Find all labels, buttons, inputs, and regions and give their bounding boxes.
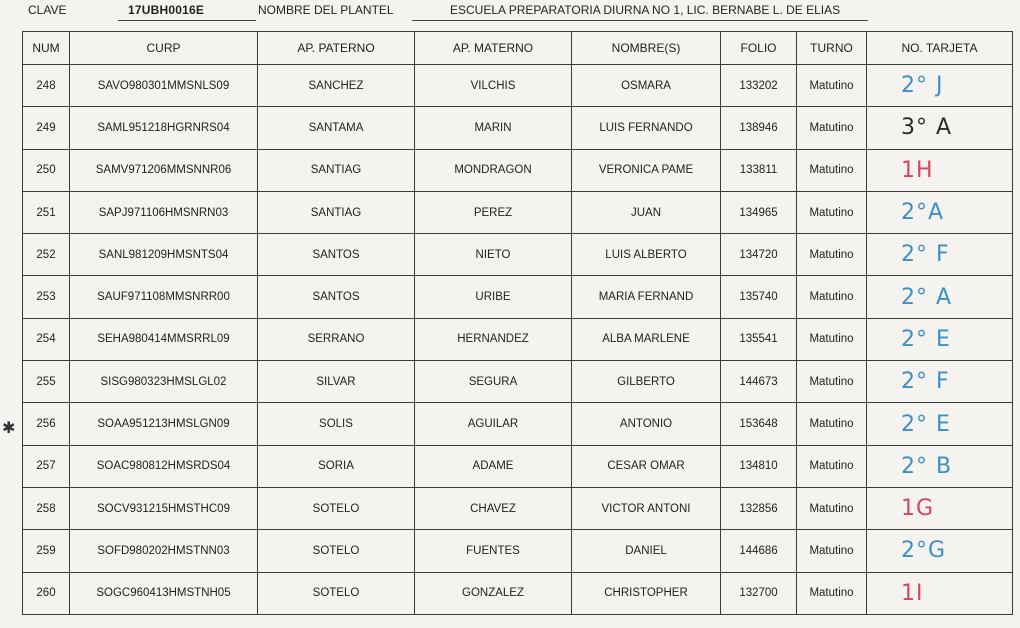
- cell-nombre: JUAN: [572, 191, 721, 233]
- cell-materno: MONDRAGON: [415, 149, 572, 191]
- table-row: [23, 487, 1013, 529]
- col-header-curp: CURP: [70, 32, 258, 65]
- cell-paterno: SILVAR: [258, 361, 415, 403]
- cell-materno: PEREZ: [415, 191, 572, 233]
- plantel-value: ESCUELA PREPARATORIA DIURNA NO 1, LIC. BERNABE L. DE ELIAS: [450, 3, 841, 17]
- cell-num: 255: [23, 361, 70, 403]
- cell-folio: 135541: [721, 318, 797, 360]
- cell-num: 249: [23, 107, 70, 149]
- cell-folio: 144673: [721, 361, 797, 403]
- cell-paterno: SANTIAG: [258, 191, 415, 233]
- cell-turno: Matutino: [797, 318, 867, 360]
- cell-turno: Matutino: [797, 234, 867, 276]
- cell-nombre: MARIA FERNAND: [572, 276, 721, 318]
- cell-nombre: GILBERTO: [572, 361, 721, 403]
- cell-folio: 133811: [721, 149, 797, 191]
- student-table: [22, 31, 1013, 615]
- cell-folio: 134810: [721, 445, 797, 487]
- table-row: [23, 149, 1013, 191]
- cell-num: 254: [23, 318, 70, 360]
- cell-num: 258: [23, 487, 70, 529]
- cell-nombre: ANTONIO: [572, 403, 721, 445]
- cell-tarjeta: 2° E: [867, 318, 1013, 360]
- cell-materno: AGUILAR: [415, 403, 572, 445]
- cell-materno: VILCHIS: [415, 65, 572, 107]
- cell-nombre: CESAR OMAR: [572, 445, 721, 487]
- table-row: [23, 107, 1013, 149]
- cell-curp: SEHA980414MMSRRL09: [70, 318, 258, 360]
- cell-turno: Matutino: [797, 191, 867, 233]
- cell-curp: SOGC960413HMSTNH05: [70, 572, 258, 614]
- cell-turno: Matutino: [797, 487, 867, 529]
- cell-num: 256: [23, 403, 70, 445]
- table-row: [23, 530, 1013, 572]
- cell-tarjeta: 2° J: [867, 65, 1013, 107]
- cell-tarjeta: 2° A: [867, 276, 1013, 318]
- table-header-row: [23, 32, 1013, 65]
- col-header-turno: TURNO: [797, 32, 867, 65]
- cell-turno: Matutino: [797, 572, 867, 614]
- cell-curp: SAMV971206MMSNNR06: [70, 149, 258, 191]
- table-row: [23, 191, 1013, 233]
- cell-curp: SOFD980202HMSTNN03: [70, 530, 258, 572]
- cell-paterno: SOTELO: [258, 572, 415, 614]
- cell-nombre: VERONICA PAME: [572, 149, 721, 191]
- table-row: [23, 361, 1013, 403]
- cell-paterno: SERRANO: [258, 318, 415, 360]
- cell-paterno: SOTELO: [258, 530, 415, 572]
- cell-num: 259: [23, 530, 70, 572]
- cell-tarjeta: 1G: [867, 487, 1013, 529]
- cell-nombre: LUIS ALBERTO: [572, 234, 721, 276]
- cell-paterno: SANCHEZ: [258, 65, 415, 107]
- clave-value: 17UBH0016E: [128, 3, 205, 17]
- cell-curp: SISG980323HMSLGL02: [70, 361, 258, 403]
- cell-paterno: SORIA: [258, 445, 415, 487]
- cell-curp: SAML951218HGRNRS04: [70, 107, 258, 149]
- cell-folio: 132700: [721, 572, 797, 614]
- table-row: [23, 445, 1013, 487]
- cell-paterno: SOLIS: [258, 403, 415, 445]
- cell-curp: SAUF971108MMSNRR00: [70, 276, 258, 318]
- table-row: [23, 65, 1013, 107]
- cell-curp: SAPJ971106HMSNRN03: [70, 191, 258, 233]
- document-header: [0, 0, 1020, 24]
- cell-nombre: LUIS FERNANDO: [572, 107, 721, 149]
- cell-materno: SEGURA: [415, 361, 572, 403]
- cell-paterno: SANTAMA: [258, 107, 415, 149]
- cell-num: 251: [23, 191, 70, 233]
- plantel-underline: [412, 20, 868, 21]
- cell-turno: Matutino: [797, 149, 867, 191]
- cell-materno: MARIN: [415, 107, 572, 149]
- cell-tarjeta: 2° E: [867, 403, 1013, 445]
- cell-materno: FUENTES: [415, 530, 572, 572]
- cell-nombre: VICTOR ANTONI: [572, 487, 721, 529]
- col-header-nombre: NOMBRE(S): [572, 32, 721, 65]
- cell-turno: Matutino: [797, 361, 867, 403]
- plantel-label: NOMBRE DEL PLANTEL: [258, 3, 394, 17]
- col-header-num: NUM: [23, 32, 70, 65]
- cell-paterno: SANTIAG: [258, 149, 415, 191]
- cell-num: 257: [23, 445, 70, 487]
- cell-nombre: OSMARA: [572, 65, 721, 107]
- cell-turno: Matutino: [797, 276, 867, 318]
- cell-curp: SOCV931215HMSTHC09: [70, 487, 258, 529]
- table-row: [23, 276, 1013, 318]
- cell-num: 260: [23, 572, 70, 614]
- clave-label: CLAVE: [28, 3, 67, 17]
- cell-tarjeta: 2° F: [867, 234, 1013, 276]
- col-header-tarjeta: NO. TARJETA: [867, 32, 1013, 65]
- cell-paterno: SOTELO: [258, 487, 415, 529]
- cell-turno: Matutino: [797, 530, 867, 572]
- cell-curp: SAVO980301MMSNLS09: [70, 65, 258, 107]
- col-header-materno: AP. MATERNO: [415, 32, 572, 65]
- cell-curp: SOAA951213HMSLGN09: [70, 403, 258, 445]
- cell-nombre: CHRISTOPHER: [572, 572, 721, 614]
- cell-materno: GONZALEZ: [415, 572, 572, 614]
- cell-folio: 134965: [721, 191, 797, 233]
- cell-num: 252: [23, 234, 70, 276]
- cell-materno: CHAVEZ: [415, 487, 572, 529]
- cell-turno: Matutino: [797, 107, 867, 149]
- cell-tarjeta: 1H: [867, 149, 1013, 191]
- clave-underline: [118, 20, 256, 21]
- cell-tarjeta: 1I: [867, 572, 1013, 614]
- cell-curp: SANL981209HMSNTS04: [70, 234, 258, 276]
- cell-num: 253: [23, 276, 70, 318]
- cell-tarjeta: 2°A: [867, 191, 1013, 233]
- table-row: [23, 318, 1013, 360]
- ink-speck: ✱: [2, 420, 16, 437]
- cell-num: 248: [23, 65, 70, 107]
- col-header-folio: FOLIO: [721, 32, 797, 65]
- col-header-paterno: AP. PATERNO: [258, 32, 415, 65]
- cell-turno: Matutino: [797, 403, 867, 445]
- cell-folio: 138946: [721, 107, 797, 149]
- cell-tarjeta: 3° A: [867, 107, 1013, 149]
- table-row: [23, 403, 1013, 445]
- cell-folio: 132856: [721, 487, 797, 529]
- cell-folio: 133202: [721, 65, 797, 107]
- cell-turno: Matutino: [797, 65, 867, 107]
- cell-num: 250: [23, 149, 70, 191]
- cell-curp: SOAC980812HMSRDS04: [70, 445, 258, 487]
- cell-folio: 134720: [721, 234, 797, 276]
- cell-tarjeta: 2° B: [867, 445, 1013, 487]
- cell-nombre: DANIEL: [572, 530, 721, 572]
- cell-materno: NIETO: [415, 234, 572, 276]
- cell-materno: URIBE: [415, 276, 572, 318]
- cell-materno: HERNANDEZ: [415, 318, 572, 360]
- cell-folio: 153648: [721, 403, 797, 445]
- cell-paterno: SANTOS: [258, 234, 415, 276]
- cell-turno: Matutino: [797, 445, 867, 487]
- cell-folio: 144686: [721, 530, 797, 572]
- cell-tarjeta: 2°G: [867, 530, 1013, 572]
- cell-folio: 135740: [721, 276, 797, 318]
- cell-tarjeta: 2° F: [867, 361, 1013, 403]
- table-row: [23, 234, 1013, 276]
- table-row: [23, 572, 1013, 614]
- cell-paterno: SANTOS: [258, 276, 415, 318]
- cell-materno: ADAME: [415, 445, 572, 487]
- cell-nombre: ALBA MARLENE: [572, 318, 721, 360]
